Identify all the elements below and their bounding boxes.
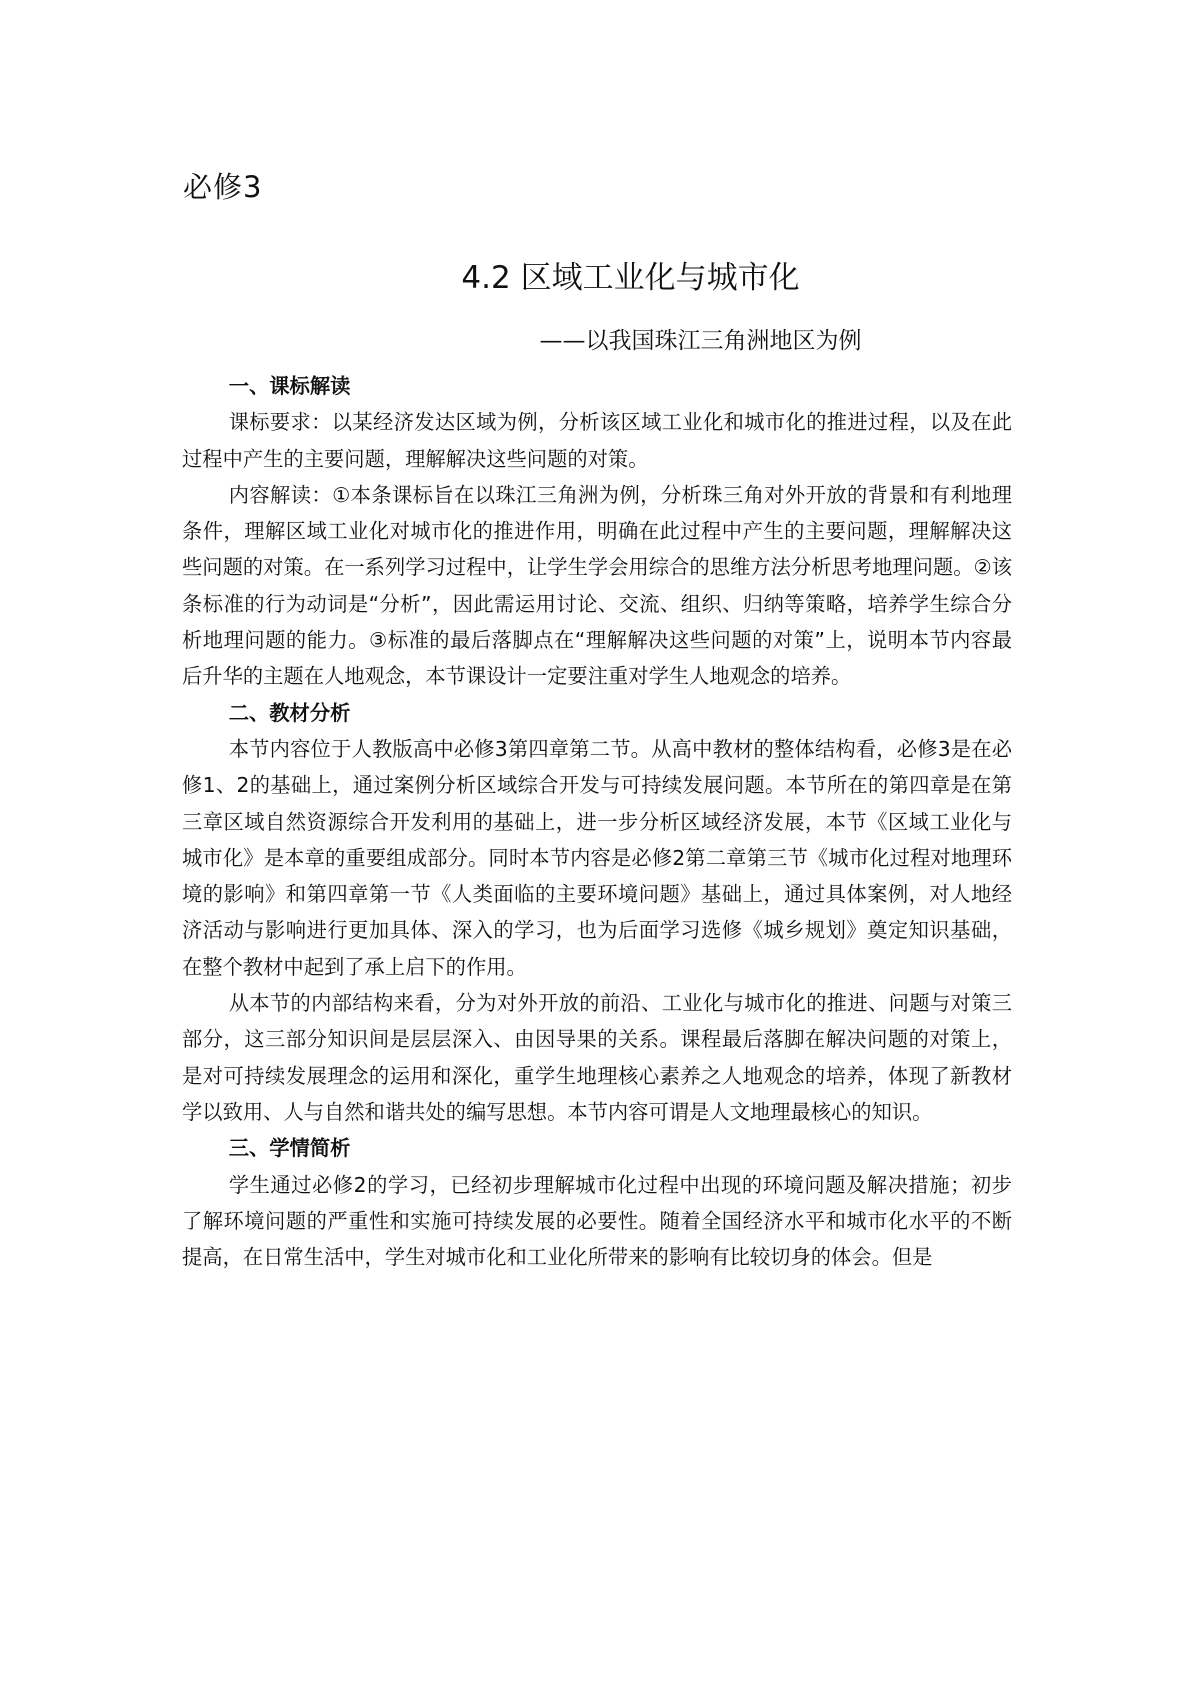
paragraph: 课标要求：以某经济发达区域为例，分析该区域工业化和城市化的推进过程，以及在此过程中产生的主要问题，理解解决这些问题的对策。 xyxy=(182,410,1012,471)
lesson-subtitle: ——以我国珠江三角洲地区为例 xyxy=(539,328,862,354)
paragraph: 学生通过必修2的学习，已经初步理解城市化过程中出现的环境问题及解决措施；初步了解环境问题的严重性和实施可持续发展的必要性。随着全国经济水平和城市化水平的不断提高，在日常生活中，学生对城市化和工业化所带来的影响有比较切身的体会。但是 xyxy=(182,1172,1012,1270)
section-heading: 二、教材分析 xyxy=(228,700,351,725)
lesson-title: 4.2 区域工业化与城市化 xyxy=(461,260,800,296)
section-heading: 三、学情简析 xyxy=(228,1136,351,1161)
volume-label: 必修3 xyxy=(183,170,263,204)
paragraph: 内容解读：①本条课标旨在以珠江三角洲为例，分析珠三角对外开放的背景和有利地理条件，理解区域工业化对城市化的推进作用，明确在此过程中产生的主要问题，理解解决这些问题的对策。在一系列学习过程中，让学生学会用综合的思维方法分析思考地理问题。②该条标准的行为动词是“分析”，因此需运用讨论、交流、组织、归纳等策略，培养学生综合分析地理问题的能力。③标准的最后落脚点在“理解解决这些问题的对策”上，说明本节内容最后升华的主题在人地观念，本节课设计一定要注重对学生人地观念的培养。 xyxy=(182,482,1012,689)
paragraph: 从本节的内部结构来看，分为对外开放的前沿、工业化与城市化的推进、问题与对策三部分，这三部分知识间是层层深入、由因导果的关系。课程最后落脚在解决问题的对策上，是对可持续发展理念的运用和深化，重学生地理核心素养之人地观念的培养，体现了新教材学以致用、人与自然和谐共处的编写思想。本节内容可谓是人文地理最核心的知识。 xyxy=(182,991,1012,1124)
document-body xyxy=(182,368,1012,1275)
paragraph: 本节内容位于人教版高中必修3第四章第二节。从高中教材的整体结构看，必修3是在必修1、2的基础上，通过案例分析区域综合开发与可持续发展问题。本节所在的第四章是在第三章区域自然资源综合开发利用的基础上，进一步分析区域经济发展，本节《区域工业化与城市化》是本章的重要组成部分。同时本节内容是必修2第二章第三节《城市化过程对地理环境的影响》和第四章第一节《人类面临的主要环境问题》基础上，通过具体案例，对人地经济活动与影响进行更加具体、深入的学习，也为后面学习选修《城乡规划》奠定知识基础，在整个教材中起到了承上启下的作用。 xyxy=(182,736,1012,979)
section-heading: 一、课标解读 xyxy=(228,374,351,398)
